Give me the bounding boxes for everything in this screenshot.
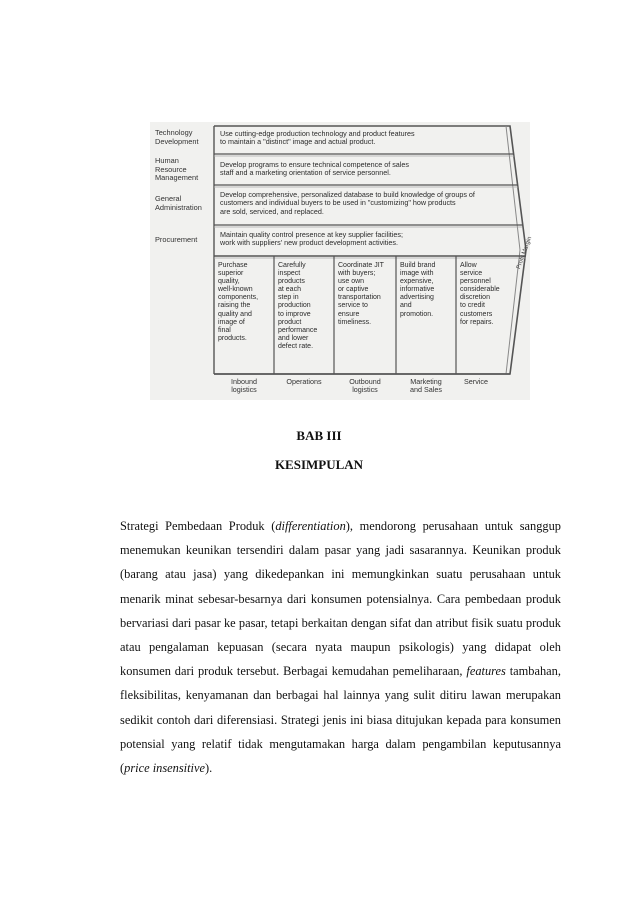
conclusion-paragraph (120, 514, 561, 780)
primary-label-outbound: Outbound logistics (349, 377, 381, 395)
support-label-technology: Technology Development (155, 128, 199, 146)
chapter-title: KESIMPULAN (274, 457, 364, 472)
profit-margin-label: Profit Margin (516, 236, 534, 271)
primary-cell-inbound: Purchase superior quality, well-known components, raising the quality and image of final products. (218, 262, 259, 342)
paragraph-segment: ). (205, 761, 213, 776)
support-label-admin: General Administration (155, 194, 202, 212)
value-chain-diagram (150, 122, 534, 400)
paragraph-segment: tambahan, fleksibilitas, kenyamanan dan berbagai hal lainnya yang sulit ditiru lawan merupakan sedikit contoh dari diferensiasi. Strategi jenis ini biasa ditujukan kepada para konsumen potensial yang relatif tidak mengutamakan harga dalam pengambilan keputusannya ( (120, 664, 561, 776)
primary-cell-service: Allow service personnel considerable discretion to credit customers for repairs. (460, 262, 500, 326)
term-features: features (466, 664, 506, 679)
support-label-procurement: Procurement (155, 235, 198, 244)
support-text-procurement: Maintain quality control presence at key supplier facilities; work with suppliers' new product development activities. (220, 230, 403, 248)
paragraph-segment: ), mendorong perusahaan untuk sanggup menemukan keunikan tersendiri dalam pasar yang jadi sasarannya. Keunikan produk (barang atau jasa) yang dikedepankan ini memungkinkan suatu perusahaan untuk menarik minat sebesar-besarnya dari konsumen potensialnya. Cara pembedaan produk bervariasi dari pasar ke pasar, tetapi berkaitan dengan sifat dan atribut fisik suatu produk atau pengalaman kepuasan (secara nyata maupun psikologis) yang didapat oleh konsumen dari produk tersebut. Berbagai kemudahan pemeliharaan, (120, 519, 561, 679)
primary-cell-outbound: Coordinate JIT with buyers; use own or captive transportation service to ensure timeliness. (338, 262, 384, 326)
support-label-hr: Human Resource Management (155, 156, 199, 183)
support-text-technology: Use cutting-edge production technology and product features to maintain a "distinct" image and actual product. (220, 129, 415, 147)
primary-label-service: Service (464, 377, 488, 386)
support-text-admin: Develop comprehensive, personalized database to build knowledge of groups of customers and individual buyers to be used in "customizing" how products are sold, serviced, and replaced. (220, 190, 475, 216)
primary-label-marketing: Marketing and Sales (410, 377, 442, 395)
primary-label-inbound: Inbound logistics (231, 377, 257, 395)
primary-label-operations: Operations (286, 377, 322, 386)
chapter-number: BAB III (296, 428, 342, 443)
term-differentiation: differentiation (275, 519, 346, 533)
paragraph-segment: Strategi Pembedaan Produk ( (120, 519, 276, 533)
primary-cell-operations: Carefully inspect products at each step in production to improve product performance and lower defect rate. (278, 262, 318, 350)
support-text-hr: Develop programs to ensure technical competence of sales staff and a marketing orientation of service personnel. (220, 160, 409, 178)
term-price-insensitive: price insensitive (124, 761, 206, 776)
primary-cell-marketing: Build brand image with expensive, informative advertising and promotion. (400, 262, 436, 318)
